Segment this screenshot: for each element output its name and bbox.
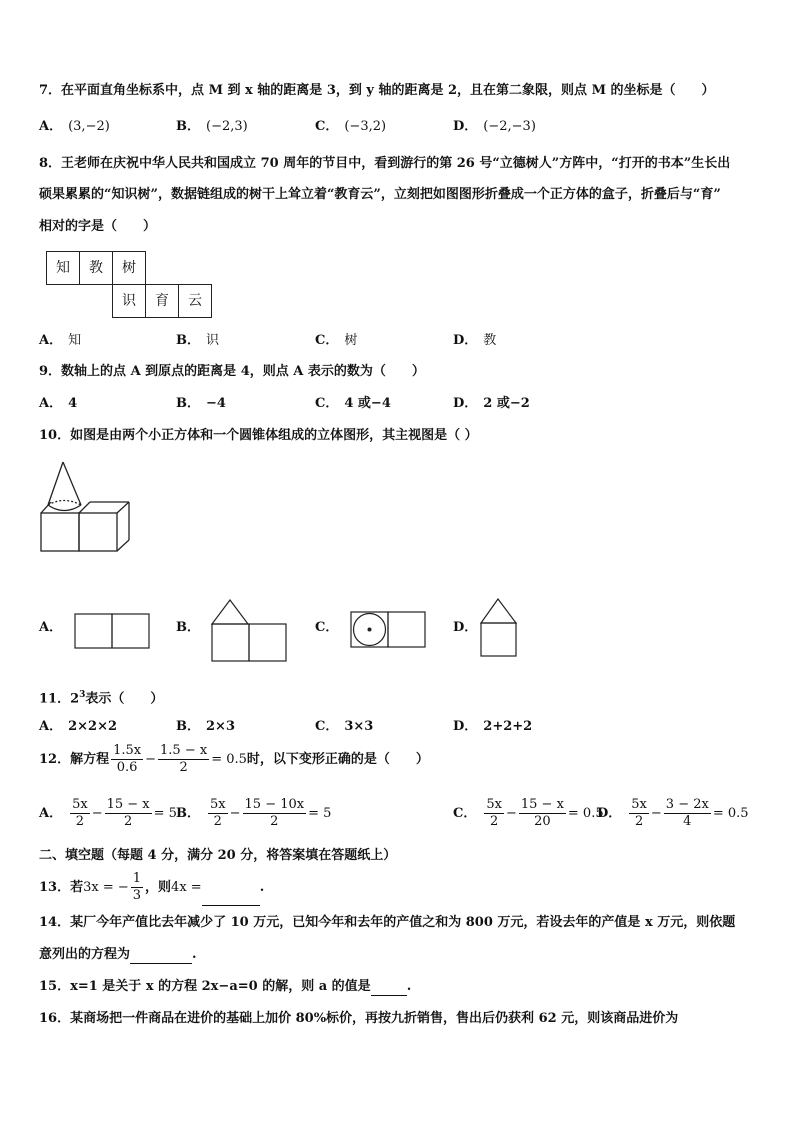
net-cell-shi: 识 [112, 284, 146, 318]
q11-option-b[interactable]: B． 2×3 [176, 719, 235, 734]
net-cell-yu: 育 [145, 284, 179, 318]
net-cell-yun: 云 [178, 284, 212, 318]
q10-option-b-label[interactable]: B． [176, 620, 200, 635]
q9-option-c[interactable]: C． 4 或−4 [315, 396, 391, 411]
q10-option-b-figure[interactable] [208, 597, 304, 663]
question-14-line-1: 14．某厂今年产值比去年减少了 10 万元，已知今年和去年的产值之和为 800 万元，若设去年的产值是 x 万元，则依题 [39, 915, 736, 930]
question-13: 13．若3x = − $\frac{1}{3}$ ，则4x = . [39, 870, 264, 906]
q8-option-c[interactable]: C． 树 [315, 333, 358, 348]
q14-answer-blank[interactable] [130, 947, 192, 964]
question-11: 11．$2^3$表示（ ） [39, 690, 164, 707]
question-8-line-3: 相对的字是（ ） [39, 219, 157, 234]
question-10: 10．如图是由两个小正方体和一个圆锥体组成的立体图形，其主视图是（ ） [39, 428, 478, 443]
q10-option-c-label[interactable]: C． [315, 620, 339, 635]
q7-option-a[interactable]: A． (3,−2) [39, 119, 110, 134]
q12-option-d[interactable]: D． $\frac{5x}{2}$ − $\frac{3 - 2x}{4}$ = 0.5 [597, 797, 749, 829]
q8-option-b[interactable]: B． 识 [176, 333, 220, 348]
solid-figure [38, 460, 138, 555]
q10-option-a-figure[interactable] [72, 611, 152, 651]
q10-option-c-figure[interactable] [348, 609, 428, 651]
net-cell-shu: 树 [112, 251, 146, 285]
net-cell-zhi: 知 [46, 251, 80, 285]
question-15: 15．x=1 是关于 x 的方程 2x−a=0 的解，则 a 的值是 . [39, 979, 412, 994]
section-2-heading: 二、填空题（每题 4 分，满分 20 分，将答案填在答题纸上） [39, 848, 397, 863]
q9-option-b[interactable]: B． −4 [176, 396, 226, 411]
net-cell-jiao: 教 [79, 251, 113, 285]
q10-option-d-figure[interactable] [478, 596, 522, 660]
q12-fraction-1: $\frac{1.5x}{0.6}$ [113, 743, 142, 775]
q13-answer-blank[interactable] [202, 885, 260, 906]
question-16: 16．某商场把一件商品在进价的基础上加价 80%标价，再按九折销售，售出后仍获利 62 元，则该商品进价为 [39, 1011, 679, 1026]
q9-option-a[interactable]: A． 4 [39, 396, 78, 411]
q13-fraction: $\frac{1}{3}$ [132, 871, 142, 903]
q7-option-c[interactable]: C． (−3,2) [315, 119, 387, 134]
q8-option-a[interactable]: A． 知 [39, 333, 82, 348]
q11-option-c[interactable]: C． 3×3 [315, 719, 374, 734]
question-14-line-2: 意列出的方程为 . [39, 947, 197, 962]
question-8-line-2: 硕果累累的“知识树”，数据链组成的树干上耸立着“教育云”，立刻把如图图形折叠成一个正方体的盒子，折叠后与“育” [39, 187, 721, 202]
question-8-line-1: 8．王老师在庆祝中华人民共和国成立 70 周年的节目中，看到游行的第 26 号“立德树人”方阵中，“打开的书本”生长出 [39, 156, 731, 171]
q7-option-b[interactable]: B． (−2,3) [176, 119, 248, 134]
q8-option-d[interactable]: D． 教 [453, 333, 497, 348]
q9-option-d[interactable]: D． 2 或−2 [453, 396, 530, 411]
q15-answer-blank[interactable] [371, 979, 407, 996]
question-12: 12．解方程 $\frac{1.5x}{0.6}$ − $\frac{1.5 - x}{2}$ = 0.5时，以下变形正确的是（ ） [39, 743, 429, 775]
q12-option-b[interactable]: B． $\frac{5x}{2}$ − $\frac{15 - 10x}{2}$ = 5 [176, 797, 332, 829]
q10-option-a-label[interactable]: A． [39, 620, 63, 635]
q10-option-d-label[interactable]: D． [453, 620, 478, 635]
q12-option-a[interactable]: A． $\frac{5x}{2}$ − $\frac{15 - x}{2}$ = 5 [39, 797, 177, 829]
q11-option-d[interactable]: D． 2+2+2 [453, 719, 533, 734]
q11-option-a[interactable]: A． 2×2×2 [39, 719, 118, 734]
question-9: 9．数轴上的点 A 到原点的距离是 4，则点 A 表示的数为（ ） [39, 364, 425, 379]
q7-option-d[interactable]: D． (−2,−3) [453, 119, 536, 134]
q12-fraction-2: $\frac{1.5 - x}{2}$ [160, 743, 208, 775]
question-7: 7．在平面直角坐标系中，点 M 到 x 轴的距离是 3，到 y 轴的距离是 2，且在第二象限，则点 M 的坐标是（ ） [39, 83, 715, 98]
q12-option-c[interactable]: C． $\frac{5x}{2}$ − $\frac{15 - x}{20}$ = 0.5 [453, 797, 604, 829]
